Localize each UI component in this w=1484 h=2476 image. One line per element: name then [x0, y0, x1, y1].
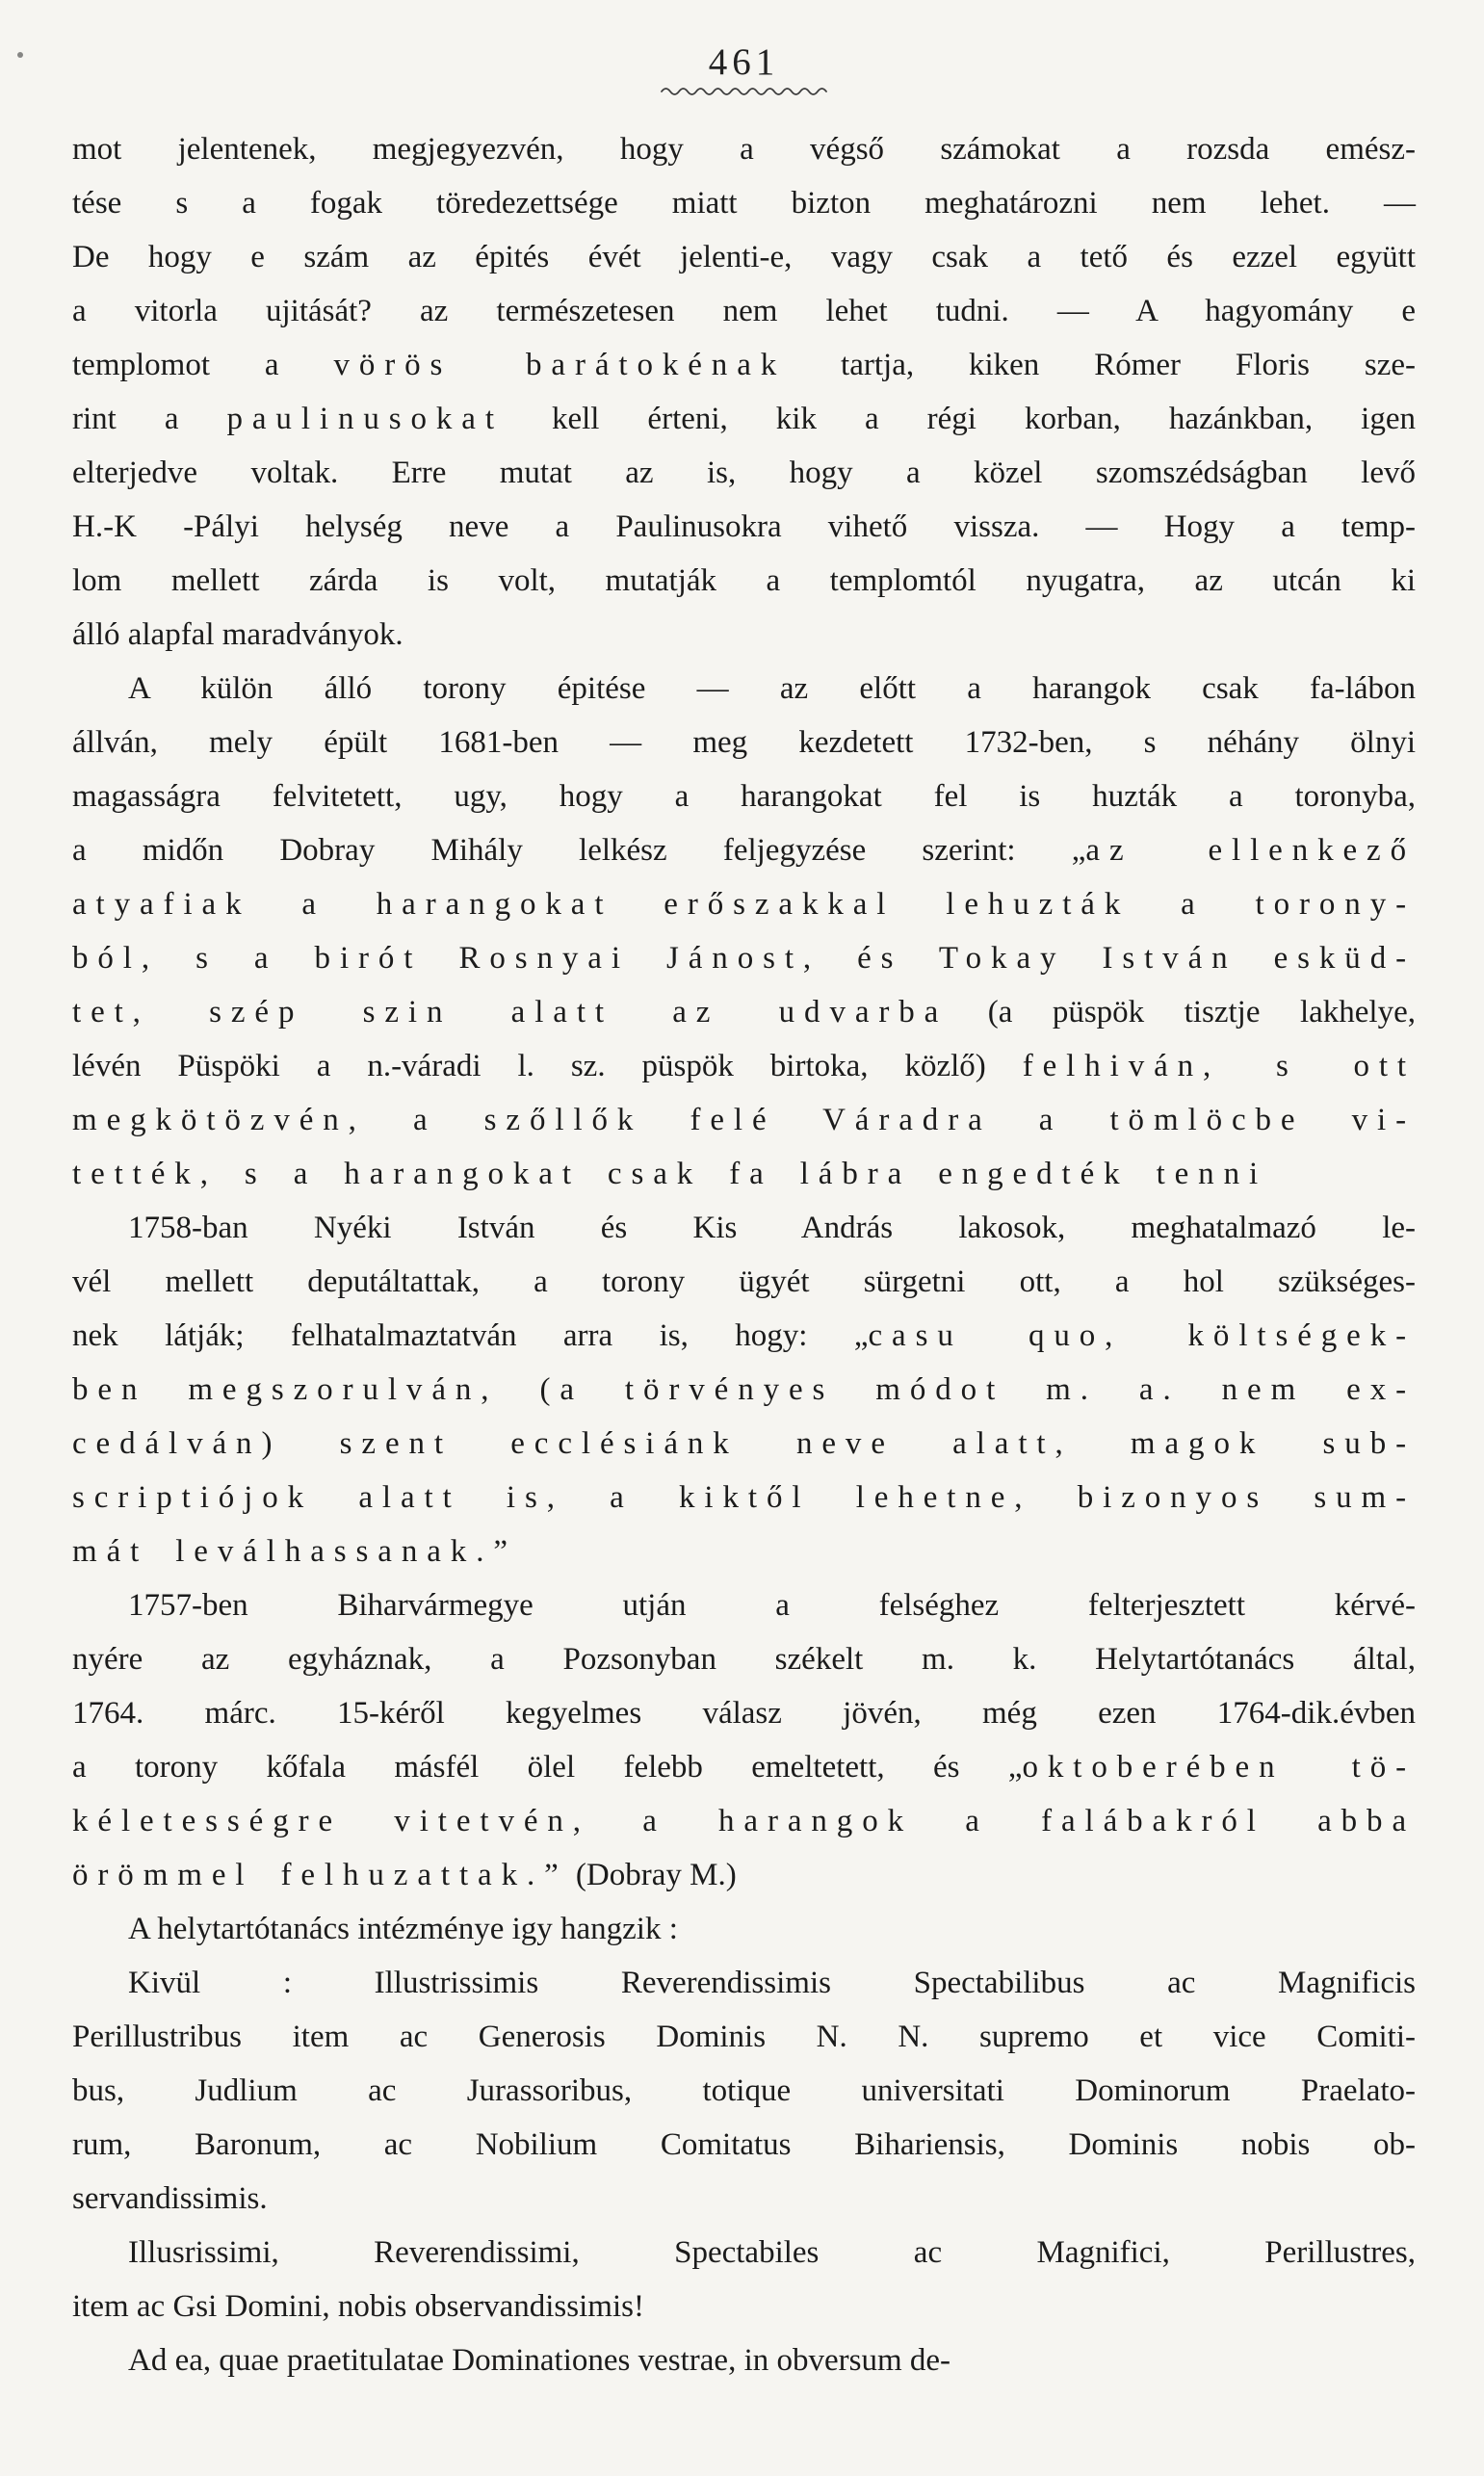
text-segment: (Dobray M.)	[567, 1858, 737, 1892]
text-line	[72, 2010, 1416, 2064]
text-segment: item ac Gsi Domini, nobis observandissimis!	[72, 2289, 644, 2324]
text-line	[72, 1740, 1416, 1794]
text-line	[72, 716, 1416, 769]
text-segment: a midőn Dobray Mihály lelkész feljegyzése szerint: „	[72, 833, 1086, 868]
emphasized-text-segment: paulinusokat	[226, 402, 504, 436]
text-segment: servandissimis.	[72, 2181, 268, 2216]
text-segment: rint a	[72, 402, 227, 436]
text-line	[72, 931, 1416, 985]
emphasized-text-segment: mát leválhassanak.”	[72, 1534, 517, 1569]
emphasized-text-segment: az ellenkező	[1085, 833, 1416, 868]
emphasized-text-segment: atyafiak a harangokat erőszakkal lehuzták a torony-	[72, 887, 1416, 922]
text-segment: mot jelentenek, megjegyezvén, hogy a végső számokat a rozsda emész-	[72, 132, 1416, 167]
wavy-underline-icon	[659, 84, 830, 99]
page-number: 461	[708, 41, 780, 83]
text-line	[72, 985, 1416, 1039]
text-segment: vél mellett deputáltattak, a torony ügyét sürgetni ott, a hol szükséges-	[72, 1264, 1416, 1299]
text-segment: bus, Judlium ac Jurassoribus, totique universitati Dominorum Praelato-	[72, 2073, 1416, 2108]
text-segment: A külön álló torony épitése — az előtt a harangok csak fa-lábon	[128, 671, 1416, 706]
text-line	[72, 1956, 1416, 2010]
text-line	[72, 1525, 1416, 1578]
text-line	[72, 2280, 1416, 2333]
text-segment: 1764. márc. 15-kéről kegyelmes válasz jövén, még ezen 1764-dik.évben	[72, 1696, 1416, 1731]
text-segment: De hogy e szám az épités évét jelenti-e, vagy csak a tető és ezzel együtt	[72, 240, 1416, 274]
text-segment: lom mellett zárda is volt, mutatják a templomtól nyugatra, az utcán ki	[72, 563, 1416, 598]
text-segment: H.-K -Pályi helység neve a Paulinusokra vihető vissza. — Hogy a temp-	[72, 509, 1416, 544]
text-line	[72, 446, 1416, 500]
text-line	[72, 2064, 1416, 2118]
text-segment: 1757-ben Biharvármegye utján a felséghez felterjesztett kérvé-	[128, 1588, 1416, 1623]
text-segment: 1758-ban Nyéki István és Kis András lakosok, meghatalmazó le-	[128, 1211, 1416, 1245]
text-segment: nyére az egyháznak, a Pozsonyban székelt m. k. Helytartótanács által,	[72, 1642, 1416, 1677]
text-line	[72, 1093, 1416, 1147]
page-header	[72, 0, 1416, 99]
text-line	[72, 284, 1416, 338]
emphasized-text-segment: cedálván) szent ecclésiánk neve alatt, magok sub-	[72, 1426, 1416, 1461]
text-line	[72, 2333, 1416, 2387]
text-line	[72, 554, 1416, 608]
text-segment: a vitorla ujitását? az természetesen nem lehet tudni. — A hagyomány e	[72, 294, 1416, 328]
text-segment: a torony kőfala másfél ölel felebb emeltetett, és „	[72, 1750, 1023, 1785]
text-line	[72, 1039, 1416, 1093]
text-line	[72, 1255, 1416, 1309]
text-segment: magasságra felvitetett, ugy, hogy a harangokat fel is huzták a toronyba,	[72, 779, 1416, 814]
text-segment: állván, mely épült 1681-ben — meg kezdetett 1732-ben, s néhány ölnyi	[72, 725, 1416, 760]
text-segment: álló alapfal maradványok.	[72, 617, 404, 652]
text-segment: tése s a fogak töredezettsége miatt bizton meghatározni nem lehet. —	[72, 186, 1416, 221]
text-line	[72, 122, 1416, 176]
emphasized-text-segment: örömmel felhuzattak.”	[72, 1858, 568, 1892]
text-segment: nek látják; felhatalmaztatván arra is, hogy: „	[72, 1318, 869, 1353]
emphasized-text-segment: felhiván, s ott	[1022, 1049, 1416, 1083]
text-line	[72, 1363, 1416, 1417]
emphasized-text-segment: kéletességre vitetvén, a harangok a falábakról abba	[72, 1804, 1416, 1838]
text-segment: elterjedve voltak. Erre mutat az is, hogy a közel szomszédságban levő	[72, 456, 1416, 490]
scan-speck	[17, 52, 23, 58]
text-line	[72, 1686, 1416, 1740]
text-line	[72, 877, 1416, 931]
emphasized-text-segment: vörös barátokénak	[333, 348, 787, 382]
text-line	[72, 1201, 1416, 1255]
text-line	[72, 1848, 1416, 1902]
text-segment: rum, Baronum, ac Nobilium Comitatus Bihariensis, Dominis nobis ob-	[72, 2127, 1416, 2162]
text-line	[72, 2172, 1416, 2226]
text-segment: lévén Püspöki a n.-váradi l. sz. püspök birtoka, közlő)	[72, 1049, 1023, 1083]
text-segment: (a püspök tisztje lakhelye,	[948, 995, 1416, 1029]
text-line	[72, 1794, 1416, 1848]
text-line	[72, 769, 1416, 823]
text-line	[72, 1471, 1416, 1525]
text-line	[72, 1578, 1416, 1632]
text-segment: Perillustribus item ac Generosis Dominis N. N. supremo et vice Comiti-	[72, 2020, 1416, 2054]
text-segment: templomot a	[72, 348, 334, 382]
text-segment: Ad ea, quae praetitulatae Dominationes vestrae, in obversum de-	[128, 2343, 951, 2378]
emphasized-text-segment: ból, s a birót Rosnyai Jánost, és Tokay István esküd-	[72, 941, 1416, 976]
text-segment: A helytartótanács intézménye igy hangzik :	[128, 1912, 678, 1946]
text-line	[72, 392, 1416, 446]
text-line	[72, 1902, 1416, 1956]
text-line	[72, 1417, 1416, 1471]
emphasized-text-segment: tették, s a harangokat csak fa lábra engedték tenni	[72, 1157, 1268, 1191]
text-segment: kell érteni, kik a régi korban, hazánkban, igen	[503, 402, 1416, 436]
text-line	[72, 608, 1416, 662]
emphasized-text-segment: oktoberében tö-	[1022, 1750, 1417, 1785]
text-line	[72, 2118, 1416, 2172]
text-line	[72, 823, 1416, 877]
text-segment: Kivül : Illustrissimis Reverendissimis Spectabilibus ac Magnificis	[128, 1966, 1416, 2000]
emphasized-text-segment: megkötözvén, a szőllők felé Váradra a tömlöcbe vi-	[72, 1103, 1416, 1137]
emphasized-text-segment: ben megszorulván, (a törvényes módot m. a. nem ex-	[72, 1372, 1416, 1407]
text-line	[72, 1147, 1416, 1201]
text-segment: tartja, kiken Rómer Floris sze-	[786, 348, 1416, 382]
text-line	[72, 1632, 1416, 1686]
text-line	[72, 1309, 1416, 1363]
text-line	[72, 176, 1416, 230]
text-line	[72, 2226, 1416, 2280]
emphasized-text-segment: casu quo, költségek-	[868, 1318, 1416, 1353]
body-text	[72, 122, 1416, 2387]
text-segment: Illusrissimi, Reverendissimi, Spectabiles ac Magnifici, Perillustres,	[128, 2235, 1416, 2270]
text-line	[72, 230, 1416, 284]
text-line	[72, 338, 1416, 392]
emphasized-text-segment: tet, szép szin alatt az udvarba	[72, 995, 949, 1029]
emphasized-text-segment: scriptiójok alatt is, a kiktől lehetne, bizonyos sum-	[72, 1480, 1416, 1515]
text-line	[72, 500, 1416, 554]
text-line	[72, 662, 1416, 716]
